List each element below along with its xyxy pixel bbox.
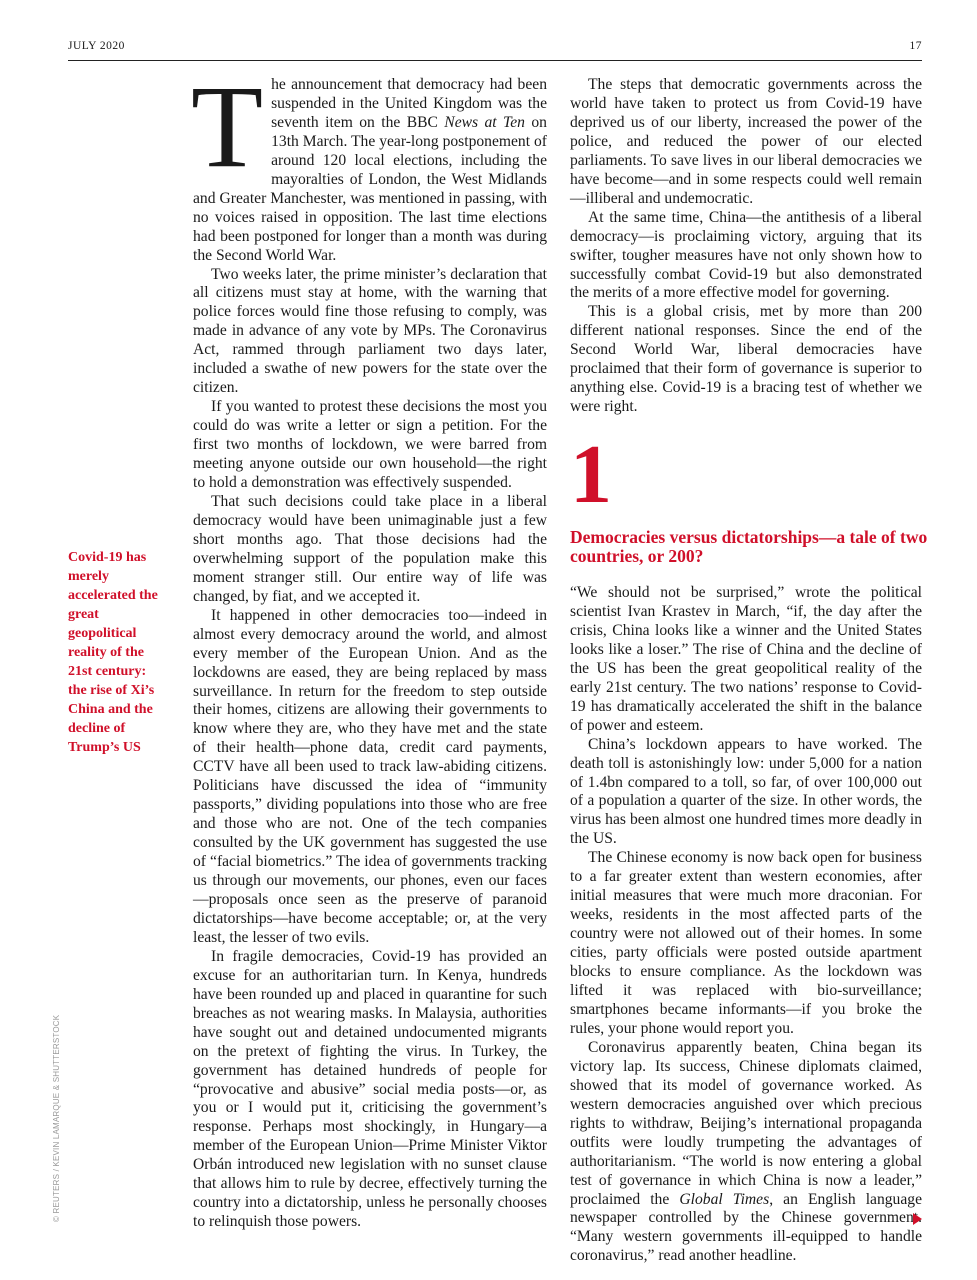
article-column-2-bottom <box>570 584 922 1266</box>
paragraph <box>570 1039 922 1266</box>
paragraph: The steps that democratic governments across the world have taken to protect us from Covid-19 have deprived us of our liberty, increased the power of the police, and reduced the power of our elected parliaments. To save lives in our liberal democracies we have become—and in some respects could well remain—illiberal and undemocratic. <box>570 76 922 207</box>
paragraph: Two weeks later, the prime minister’s declaration that all citizens must stay at home, with the warning that police forces would fine those refusing to comply, was made in advance of any vote by MPs. The Coronavirus Act, rammed through parliament two days later, included a swathe of new powers for the state over the citizen. <box>193 265 547 397</box>
paragraph: That such decisions could take place in a liberal democracy would have been unimaginable just a few short months ago. That those decisions had the overwhelming support of the population make this moment stranger still. Our entire way of life was changed, by fiat, and we accepted it. <box>193 492 547 605</box>
paragraph: “We should not be surprised,” wrote the political scientist Ivan Krastev in March, “if, the day after the crisis, China looks like a winner and the United States looks like a loser.” The rise of China and the decline of the US has been the great geopolitical reality of the early 21st century. The two nations’ response to Covid-19 has dramatically accelerated the shift in the balance of power and esteem. <box>570 584 922 734</box>
continue-arrow-icon <box>913 1213 922 1225</box>
text: Coronavirus apparently beaten, China began its victory lap. Its success, Chinese diplomats claimed, showed that its model of governance worked. As western democracies anguished over which precious rights to withdraw, Beijing’s international propaganda outfits were loudly trumpeting the advantages of authoritarianism. “The world is now entering a global test of governance in which China is now a leader,” proclaimed the <box>570 1038 922 1208</box>
paragraph: If you wanted to protest these decisions the most you could do was write a letter or sign a petition. For the first two months of lockdown, we were barred from meeting anyone outside our own household—the right to hold a demonstration was effectively suspended. <box>193 398 547 492</box>
article-column-1 <box>191 61 547 1232</box>
paragraph: The Chinese economy is now back open for business to a far greater extent than western economies, after initial measures that were much more draconian. For weeks, residents in the most affected parts of the country were not allowed out of their homes. In some cities, party officials were posted outside apartment blocks to ensure compliance. As the lockdown was lifted it was replaced with bio-surveillance; smartphones became informants—if you broke the rules, your phone would report you. <box>570 849 922 1037</box>
photo-credit: © REUTERS / KEVIN LAMARQUE & SHUTTERSTOCK <box>52 1014 61 1222</box>
section-number: 1 <box>570 428 612 521</box>
paragraph <box>191 61 547 266</box>
paragraph: At the same time, China—the antithesis of a liberal democracy—is proclaiming victory, arguing that its swifter, tougher measures have not only shown how to successfully combat Covid-19 but also demonstrated the merits of a more effective model for governing. <box>570 208 922 302</box>
text: he announcement that democracy had been suspended in the United Kingdom was the seventh item on the BBC <box>271 76 547 131</box>
drop-cap: T <box>191 61 264 192</box>
issue-date: JULY 2020 <box>68 40 125 52</box>
newspaper-title: Global Times <box>679 1190 770 1208</box>
page-number: 17 <box>909 40 922 52</box>
paragraph: It happened in other democracies too—indeed in almost every democracy around the world, and almost every member of the European Union. And as the lockdowns are eased, they are being replaced by mass surveillance. In return for the freedom to step outside their homes, citizens are allowing their governments to know where they are, who they have met and the state of their health—phone data, credit card payments, CCTV have all been used to track law-abiding citizens. Politicians have discussed the idea of “immunity passports,” dividing populations into those who are free and those who are not. One of the tech companies consulted by the UK government has suggested the use of “facial biometrics.” The idea of governments tracking us through our movements, our phones, even our faces—proposals once seen as the preserve of paranoid dictatorships—have become acceptable; or, at the very least, the lesser of two evils. <box>193 606 547 946</box>
article-column-2-top <box>570 76 922 417</box>
pull-quote: Covid-19 has merely accelerated the great geopolitical reality of the 21st century: the rise of Xi’s China and the decline of Trump’s US <box>68 550 158 755</box>
text: on 13th March. The year-long postponement of around 120 local elections, including the mayoralties of London, the West Midlands and Greater Manchester, was mentioned in passing, with no voices raised in opposition. The last time elections had been postponed for longer than a month was during the Second World War. <box>193 113 547 264</box>
text: , an English language newspaper controlled by the Chinese government. “Many western governments ill-equipped to handle coronavirus,” read another headline. <box>570 1190 922 1265</box>
paragraph: This is a global crisis, met by more than 200 different national responses. Since the end of the Second World War, liberal democracies have proclaimed that their form of governance is superior to anything else. Covid-19 is a bracing test of whether we were right. <box>570 303 922 416</box>
section-heading: Democracies versus dictatorships—a tale of two countries, or 200? <box>570 527 928 566</box>
paragraph: In fragile democracies, Covid-19 has provided an excuse for an authoritarian turn. In Kenya, hundreds have been rounded up and placed in quarantine for such breaches as not wearing masks. In Malaysia, authorities have sought out and detained undocumented migrants on the pretext of fighting the virus. In Turkey, the government has detained hundreds of people for “provocative and abusive” social media posts—or, as you or I would put it, criticising the government’s response. Perhaps most shockingly, in Hungary—a member of the European Union—Prime Minister Viktor Orbán introduced new legislation with no sunset clause that allows him to rule by decree, effectively turning the country into a dictatorship, unless he personally chooses to relinquish those powers. <box>193 947 547 1231</box>
programme-title: News at Ten <box>444 113 525 131</box>
paragraph: China’s lockdown appears to have worked. The death toll is astonishingly low: under 5,000 for a nation of 1.4bn compared to a toll, so far, of over 100,000 out of a population a quarter of the size. In other words, the virus has been almost one hundred times more deadly in the US. <box>570 735 922 848</box>
